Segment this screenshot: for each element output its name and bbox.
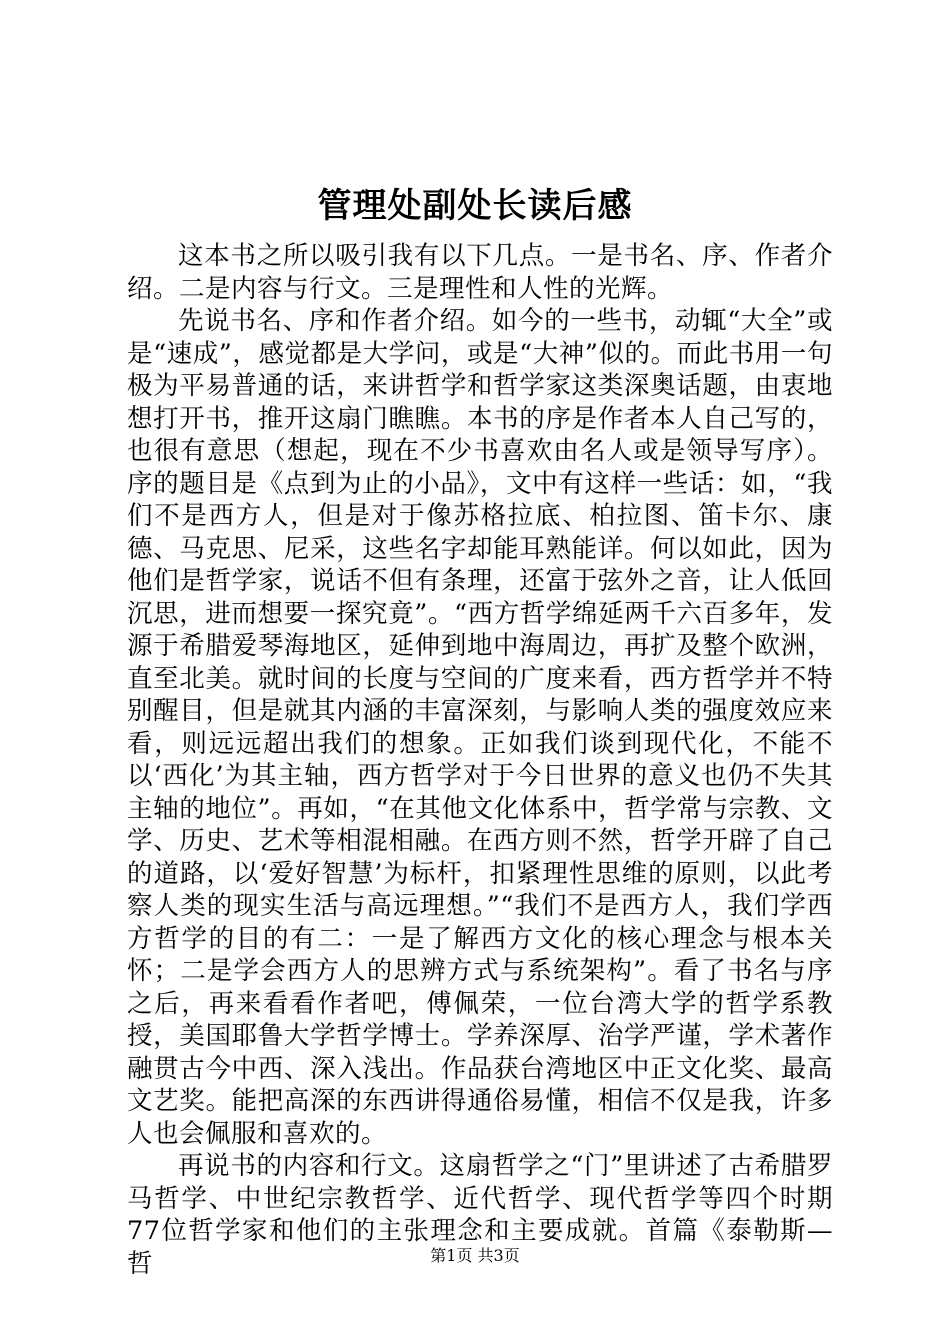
paragraph-content-style: 再说书的内容和行文。这扇哲学之“门”里讲述了古希腊罗马哲学、中世纪宗教哲学、近代哲学、现代哲学等四个时期77位哲学家和他们的主张理念和主要成就。首篇《泰勒斯—哲 xyxy=(127,1151,833,1279)
document-title: 管理处副处长读后感 xyxy=(317,186,633,226)
paragraph-title-preface-author: 先说书名、序和作者介绍。如今的一些书，动辄“大全”或是“速成”，感觉都是大学问，或是“大神”似的。而此书用一句极为平易普通的话，来讲哲学和哲学家这类深奥话题，由衷地想打开书，推开这扇门瞧瞧。本书的序是作者本人自己写的，也很有意思（想起，现在不少书喜欢由名人或是领导写序）。序的题目是《点到为止的小品》，文中有这样一些话：如，“我们不是西方人，但是对于像苏格拉底、柏拉图、笛卡尔、康德、马克思、尼采，这些名字却能耳熟能详。何以如此，因为他们是哲学家，说话不但有条理，还富于弦外之音，让人低回沉思，进而想要一探究竟”。“西方哲学绵延两千六百多年，发源于希腊爱琴海地区，延伸到地中海周边，再扩及整个欧洲，直至北美。就时间的长度与空间的广度来看，西方哲学并不特别醒目，但是就其内涵的丰富深刻，与影响人类的强度效应来看，则远远超出我们的想象。正如我们谈到现代化，不能不以‘西化’为其主轴，西方哲学对于今日世界的意义也仍不失其主轴的地位”。再如，“在其他文化体系中，哲学常与宗教、文学、历史、艺术等相混相融。在西方则不然，哲学开辟了自己的道路，以‘爱好智慧’为标杆，扣紧理性思维的原则，以此考察人类的现实生活与高远理想。”“我们不是西方人，我们学西方哲学的目的有二：一是了解西方文化的核心理念与根本关怀；二是学会西方人的思辨方式与系统架构”。看了书名与序之后，再来看看作者吧，傅佩荣，一位台湾大学的哲学系教授，美国耶鲁大学哲学博士。学养深厚、治学严谨，学术著作融贯古今中西、深入浅出。作品获台湾地区中正文化奖、最高文艺奖。能把高深的东西讲得通俗易懂，相信不仅是我，许多人也会佩服和喜欢的。 xyxy=(127,306,833,1149)
document-body xyxy=(127,240,833,1280)
page-number-footer: 第1页 共3页 xyxy=(430,1246,520,1265)
paragraph-intro: 这本书之所以吸引我有以下几点。一是书名、序、作者介绍。二是内容与行文。三是理性和人性的光辉。 xyxy=(127,241,833,304)
